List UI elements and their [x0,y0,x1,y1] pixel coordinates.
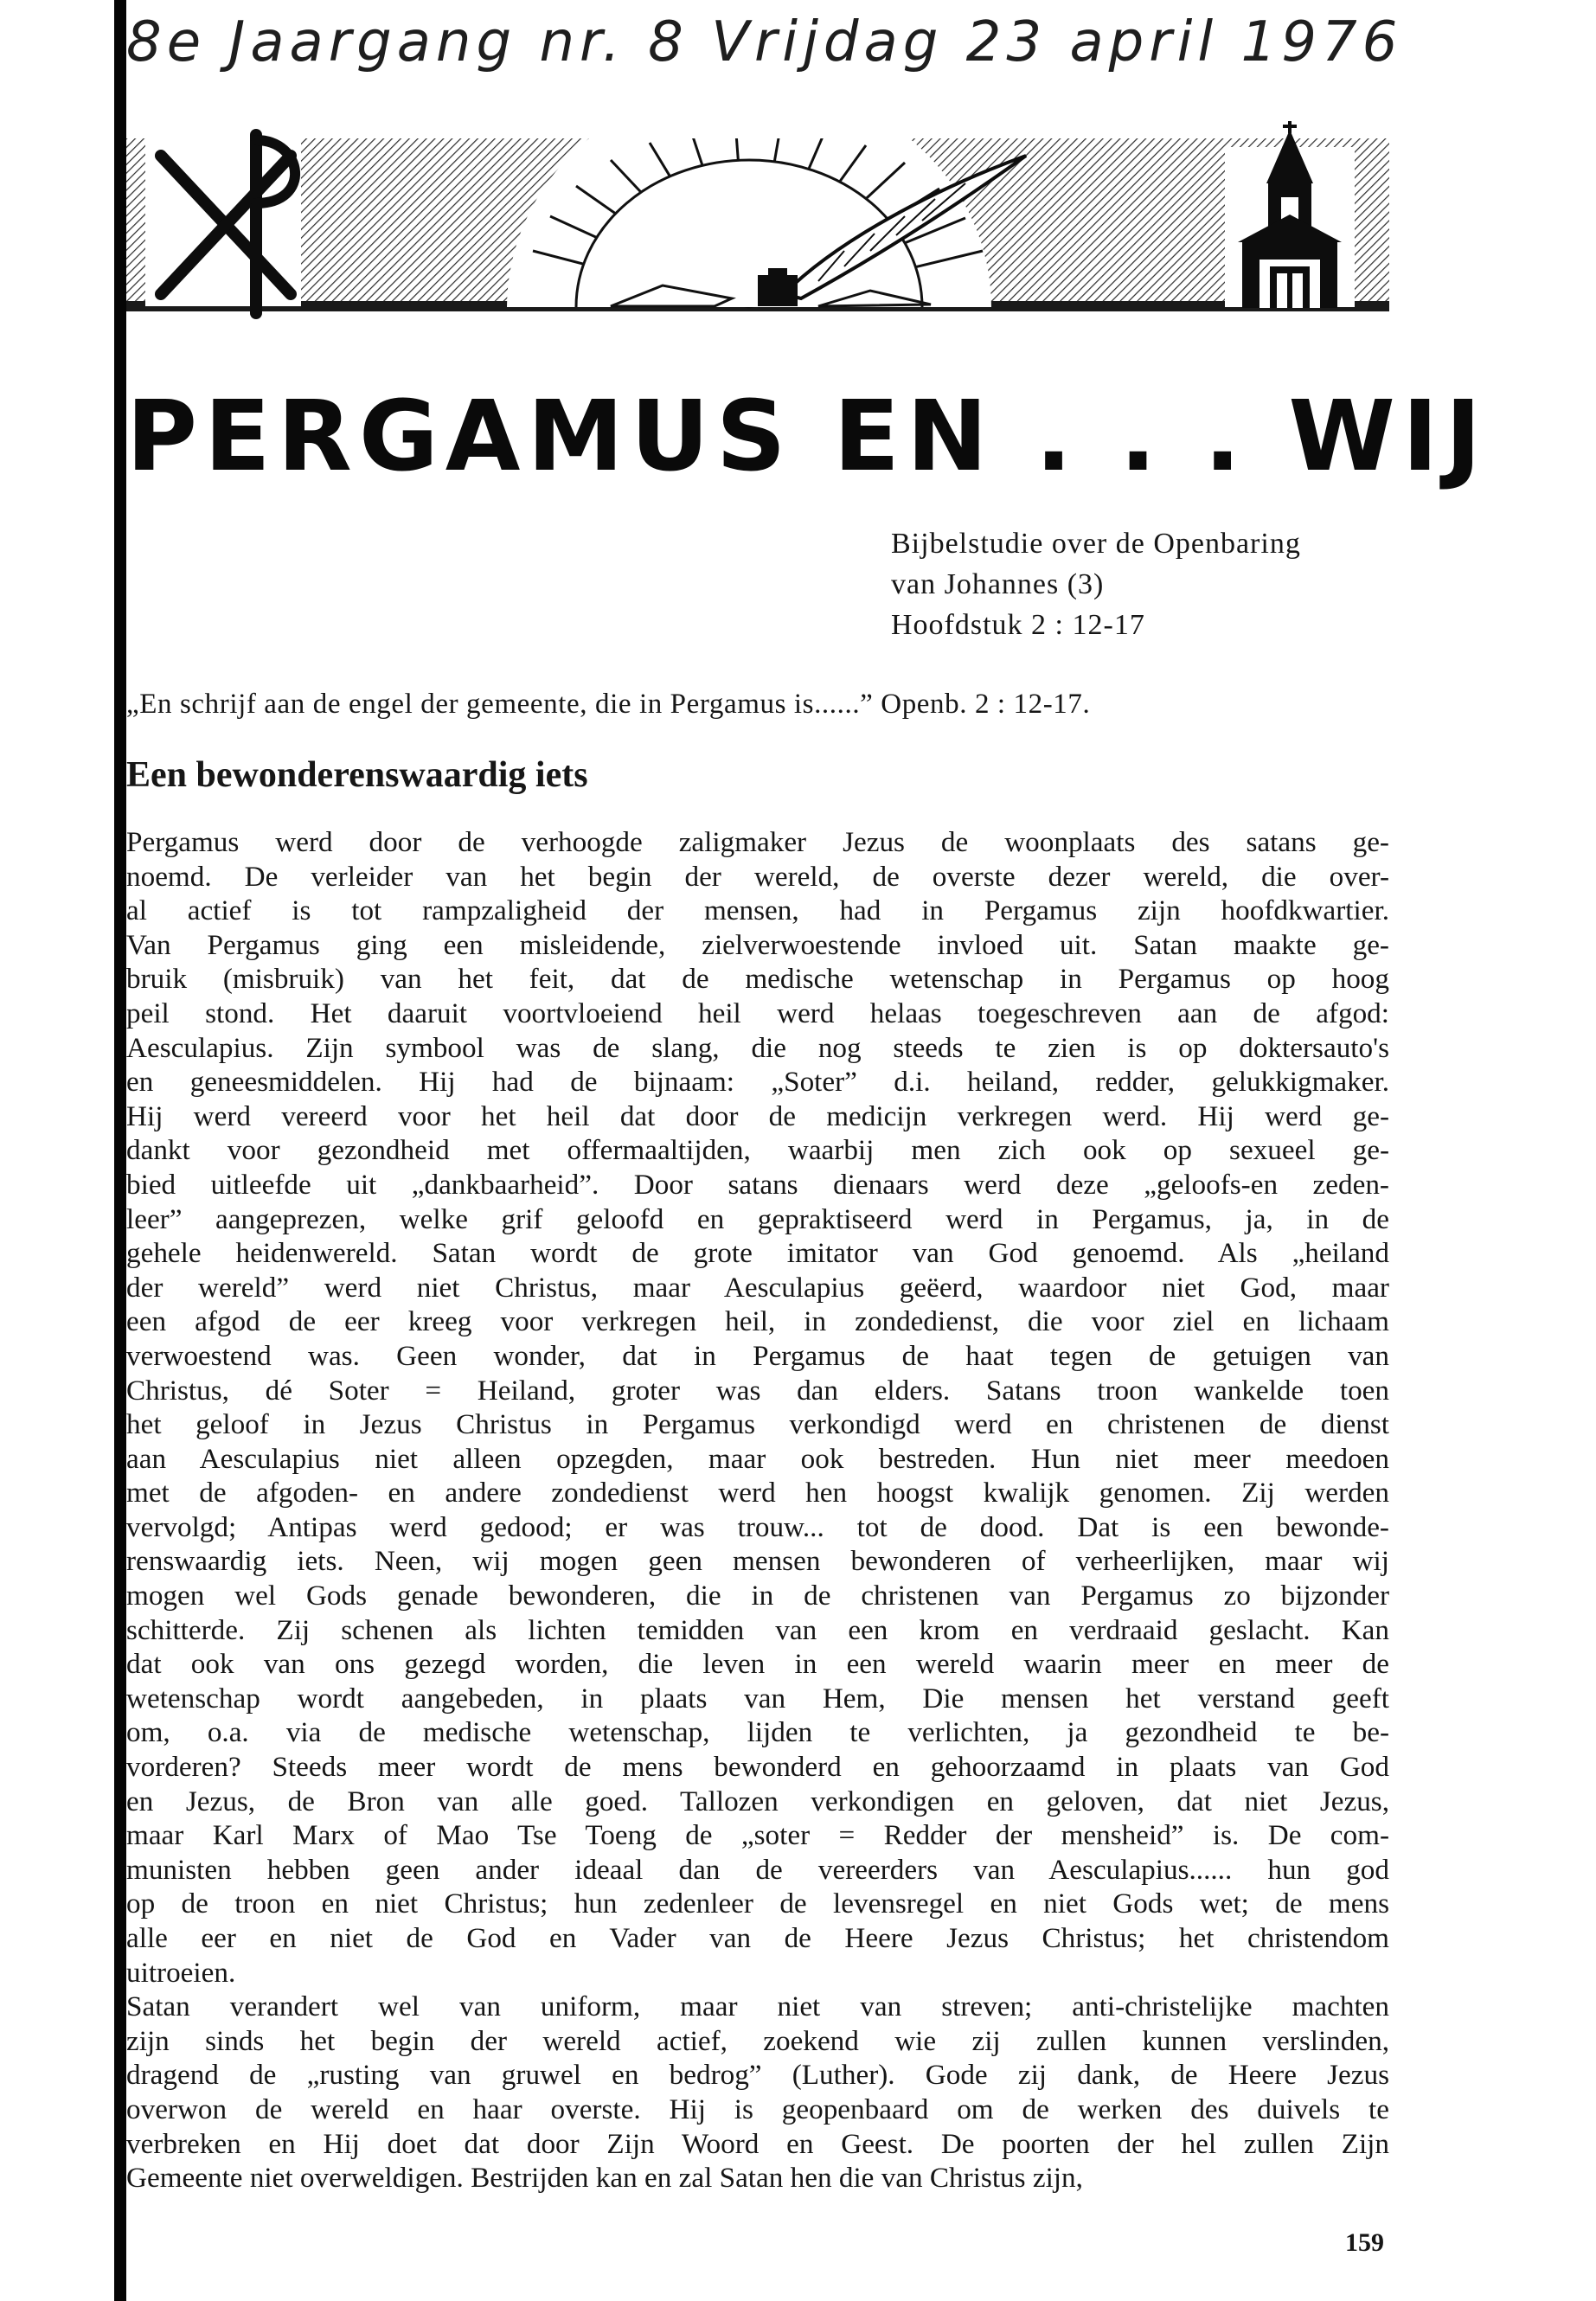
section-heading: Een bewonderenswaardig iets [126,755,588,795]
article-subtitle [891,523,1410,645]
body-line: maar Karl Marx of Mao Tse Toeng de „soter = Redder der mensheid” is. De com- [126,1819,1389,1852]
body-line: Pergamus werd door de verhoogde zaligmaker Jezus de woonplaats des satans ge- [126,826,1389,858]
body-line: een afgod de eer kreeg voor verkregen heil, in zondedienst, die voor ziel en lichaam [126,1305,1389,1338]
body-line: Hij werd vereerd voor het heil dat door de medicijn verkregen werd. Hij werd ge- [126,1099,1389,1132]
body-line: en geneesmiddelen. Hij had de bijnaam: „Soter” d.i. heiland, redder, gelukkigmaker. [126,1066,1389,1099]
article-body [126,825,1389,2195]
body-line: met de afgoden- en andere zondedienst werd hen hoogst kwalijk genomen. Zij werden [126,1477,1389,1509]
subtitle-line: van Johannes (3) [891,568,1105,600]
scripture-quote: „En schrijf aan de engel der gemeente, die in Pergamus is......” Openb. 2 : 12-17. [126,689,1091,720]
body-line: gehele heidenwereld. Satan wordt de grote imitator van God genoemd. Als „heiland [126,1237,1389,1270]
body-line: aan Aesculapius niet alleen opzegden, maar ook bestreden. Hun niet meer meedoen [126,1442,1389,1475]
body-line: om, o.a. via de medische wetenschap, lijden te verlichten, ja gezondheid te be- [126,1716,1389,1749]
body-line: noemd. De verleider van het begin der wereld, de overste dezer wereld, die over- [126,860,1389,893]
body-line: bied uitleefde uit „dankbaarheid”. Door satans dienaars werd deze „geloofs-en zeden- [126,1168,1389,1201]
article-title: PERGAMUS EN . . . WIJ [126,381,1489,493]
binding-edge [114,0,126,2301]
body-line: Gemeente niet overweldigen. Bestrijden kan en zal Satan hen die van Christus zijn, [126,2162,1083,2195]
church-icon [1225,121,1355,308]
body-line: verwoestend was. Geen wonder, dat in Pergamus de haat tegen de getuigen van [126,1339,1389,1372]
body-line: Aesculapius. Zijn symbool was de slang, die nog steeds te zien is op doktersauto's [126,1031,1389,1064]
body-line: op de troon en niet Christus; hun zedenleer de levensregel en niet Gods wet; de mens [126,1888,1389,1920]
body-line: der wereld” werd niet Christus, maar Aesculapius geëerd, waardoor niet God, maar [126,1271,1389,1304]
masthead-banner [126,121,1389,329]
body-line: overwon de wereld en haar overste. Hij is geopenbaard om de werken des duivels te [126,2093,1389,2125]
body-line: renswaardig iets. Neen, wij mogen geen mensen bewonderen of verheerlijken, maar wij [126,1545,1389,1578]
body-line: verbreken en Hij doet dat door Zijn Woord en Geest. De poorten der hel zullen Zijn [126,2127,1389,2160]
body-line: mogen wel Gods genade bewonderen, die in de christenen van Pergamus zo bijzonder [126,1580,1389,1612]
body-line: dat ook van ons gezegd worden, die leven in een wereld waarin meer en meer de [126,1648,1389,1681]
body-line: bruik (misbruik) van het feit, dat de medische wetenschap in Pergamus op hoog [126,963,1389,996]
subtitle-line: Hoofdstuk 2 : 12-17 [891,609,1145,641]
body-line: en Jezus, de Bron van alle goed. Tallozen verkondigen en geloven, dat niet Jezus, [126,1785,1389,1817]
subtitle-line: Bijbelstudie over de Openbaring [891,528,1301,560]
body-line: wetenschap wordt aangebeden, in plaats van Hem, Die mensen het verstand geeft [126,1682,1389,1715]
body-line: Van Pergamus ging een misleidende, zielverwoestende invloed uit. Satan maakte ge- [126,928,1389,961]
body-line: vorderen? Steeds meer wordt de mens bewonderd en gehoorzaamd in plaats van God [126,1751,1389,1784]
body-line: alle eer en niet de God en Vader van de Heere Jezus Christus; het christendom [126,1922,1389,1954]
body-line: zijn sinds het begin der wereld actief, zoekend wie zij zullen kunnen verslinden, [126,2024,1389,2057]
body-line: al actief is tot rampzaligheid der mensen, had in Pergamus zijn hoofdkwartier. [126,894,1389,927]
chi-rho-icon [145,135,301,313]
body-line: het geloof in Jezus Christus in Pergamus verkondigd werd en christenen de dienst [126,1408,1389,1441]
body-line: munisten hebben geen ander ideaal dan de vereerders van Aesculapius...... hun god [126,1853,1389,1886]
body-line: peil stond. Het daaruit voortvloeiend heil werd helaas toegeschreven aan de afgod: [126,997,1389,1029]
scan-margin [0,0,112,2301]
body-line: dankt voor gezondheid met offermaaltijden, waarbij men zich ook op sexueel ge- [126,1134,1389,1167]
body-line: dragend de „rusting van gruwel en bedrog” (Luther). Gode zij dank, de Heere Jezus [126,2059,1389,2092]
body-line: vervolgd; Antipas werd gedood; er was trouw... tot de dood. Dat is een bewonde- [126,1510,1389,1543]
handwritten-note: 8e Jaargang nr. 8 Vrijdag 23 april 1976 [126,10,1403,74]
body-line: uitroeien. [126,1956,236,1989]
page-number: 159 [1345,2228,1384,2257]
body-line: Satan verandert wel van uniform, maar niet van streven; anti-christelijke machten [126,1990,1389,2023]
body-line: Christus, dé Soter = Heiland, groter was dan elders. Satans troon wankelde toen [126,1374,1389,1407]
body-line: schitterde. Zij schenen als lichten temidden van een krom en verdraaid geslacht. Kan [126,1613,1389,1646]
body-line: leer” aangeprezen, welke grif geloofd en gepraktiseerd werd in Pergamus, ja, in de [126,1202,1389,1235]
